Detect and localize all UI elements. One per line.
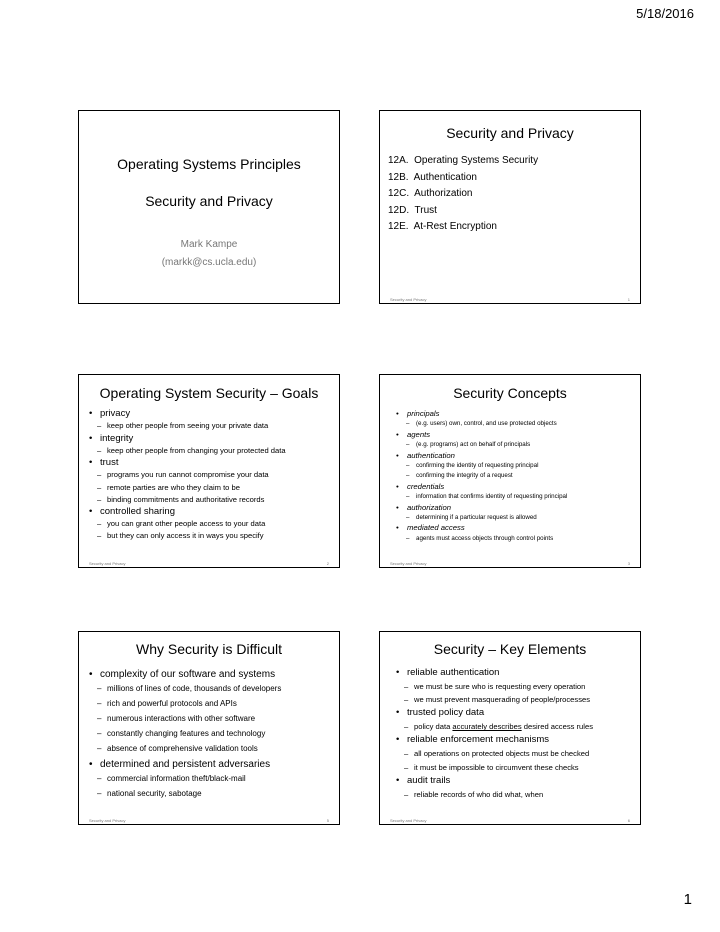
slide-footer-label: Security and Privacy (390, 818, 427, 823)
slide-number: 1 (627, 297, 630, 302)
slide-title-heading: Operating Systems Principles (117, 156, 301, 172)
list-sub-item: – remote parties are who they claim to be (89, 482, 333, 494)
slide-difficult-heading: Why Security is Difficult (136, 641, 282, 657)
list-sub-item: – we must prevent masquerading of people/processes (396, 693, 636, 706)
list-item: • complexity of our software and systems (89, 667, 335, 682)
slide-why-difficult (78, 631, 340, 825)
agenda-list (388, 153, 538, 236)
list-sub-item: – agents must access objects through control points (396, 534, 634, 544)
list-sub-item: – reliable records of who did what, when (396, 788, 636, 801)
list-sub-item: – commercial information theft/black-mail (89, 772, 335, 787)
list-item: • trusted policy data (396, 706, 636, 720)
list-item: • reliable enforcement mechanisms (396, 733, 636, 747)
list-sub-item: – numerous interactions with other software (89, 712, 335, 727)
agenda-item: 12D. Trust (388, 204, 437, 216)
list-sub-item: – (e.g. users) own, control, and use protected objects (396, 419, 634, 429)
slide-footer-label: Security and Privacy (89, 818, 126, 823)
list-sub-item: – keep other people from seeing your private data (89, 420, 333, 432)
slide-agenda-heading: Security and Privacy (446, 125, 574, 141)
list-sub-text: desired access rules (521, 722, 593, 732)
list-sub-item (396, 720, 636, 733)
goals-list (89, 408, 333, 543)
list-sub-item: – constantly changing features and technology (89, 727, 335, 742)
slide-footer-label: Security and Privacy (390, 297, 427, 302)
slide-number: 5 (326, 818, 329, 823)
slide-title (78, 110, 340, 304)
slide-security-concepts (379, 374, 641, 568)
slide-footer-label: Security and Privacy (390, 561, 427, 566)
slide-concepts-heading: Security Concepts (453, 385, 567, 401)
list-item: • agents (396, 430, 634, 440)
slide-number: 2 (326, 561, 329, 566)
list-sub-item: – rich and powerful protocols and APIs (89, 697, 335, 712)
list-item: • trust (89, 457, 333, 469)
slide-footer-label: Security and Privacy (89, 561, 126, 566)
page-date: 5/18/2016 (636, 6, 694, 21)
agenda-item: 12A. Operating Systems Security (388, 155, 539, 166)
list-item: • reliable authentication (396, 666, 636, 680)
list-sub-item: – national security, sabotage (89, 787, 335, 802)
slide-agenda (379, 110, 641, 304)
slide-number: 3 (627, 561, 630, 566)
list-sub-item: – we must be sure who is requesting every operation (396, 680, 636, 693)
elements-list (396, 666, 636, 801)
slide-title-subtitle: Security and Privacy (145, 193, 273, 209)
list-sub-item: – confirming the identity of requesting principal (396, 461, 634, 471)
list-item: • authentication (396, 451, 634, 461)
list-sub-item: – absence of comprehensive validation tools (89, 742, 335, 757)
list-sub-item: – you can grant other people access to your data (89, 518, 333, 530)
list-sub-item: – determining if a particular request is allowed (396, 513, 634, 523)
underlined-text: accurately describes (452, 722, 522, 732)
slide-goals-heading: Operating System Security – Goals (99, 385, 319, 401)
list-sub-item: – confirming the integrity of a request (396, 471, 634, 481)
list-item: • audit trails (396, 774, 636, 788)
list-item: • privacy (89, 408, 333, 420)
list-sub-text: policy data (414, 722, 453, 732)
slide-title-author: Mark Kampe (180, 239, 238, 250)
list-item: • controlled sharing (89, 506, 333, 518)
list-sub-item: – it must be impossible to circumvent these checks (396, 761, 636, 774)
concepts-list (396, 409, 634, 544)
agenda-item: 12E. At-Rest Encryption (388, 221, 497, 233)
difficult-list (89, 667, 335, 802)
page-number: 1 (683, 891, 692, 908)
slide-title-email: (markk@cs.ucla.edu) (161, 257, 257, 268)
slide-security-goals (78, 374, 340, 568)
list-sub-item: – but they can only access it in ways you specify (89, 530, 333, 542)
slide-number: 6 (627, 818, 630, 823)
list-item: • determined and persistent adversaries (89, 757, 335, 772)
agenda-item: 12C. Authorization (388, 188, 473, 200)
list-sub-item: – programs you run cannot compromise your data (89, 469, 333, 481)
list-sub-item: – keep other people from changing your protected data (89, 445, 333, 457)
agenda-item: 12B. Authentication (388, 171, 477, 183)
slide-key-elements (379, 631, 641, 825)
list-item: • integrity (89, 433, 333, 445)
list-item: • principals (396, 409, 634, 419)
list-sub-item: – binding commitments and authoritative records (89, 494, 333, 506)
slide-elements-heading: Security – Key Elements (433, 641, 587, 657)
list-item: • credentials (396, 482, 634, 492)
list-sub-item: – millions of lines of code, thousands of developers (89, 682, 335, 697)
list-item: • mediated access (396, 523, 634, 533)
list-sub-item: – information that confirms identity of requesting principal (396, 492, 634, 502)
list-sub-item: – all operations on protected objects must be checked (396, 747, 636, 760)
list-sub-item: – (e.g. programs) act on behalf of principals (396, 440, 634, 450)
list-item: • authorization (396, 503, 634, 513)
